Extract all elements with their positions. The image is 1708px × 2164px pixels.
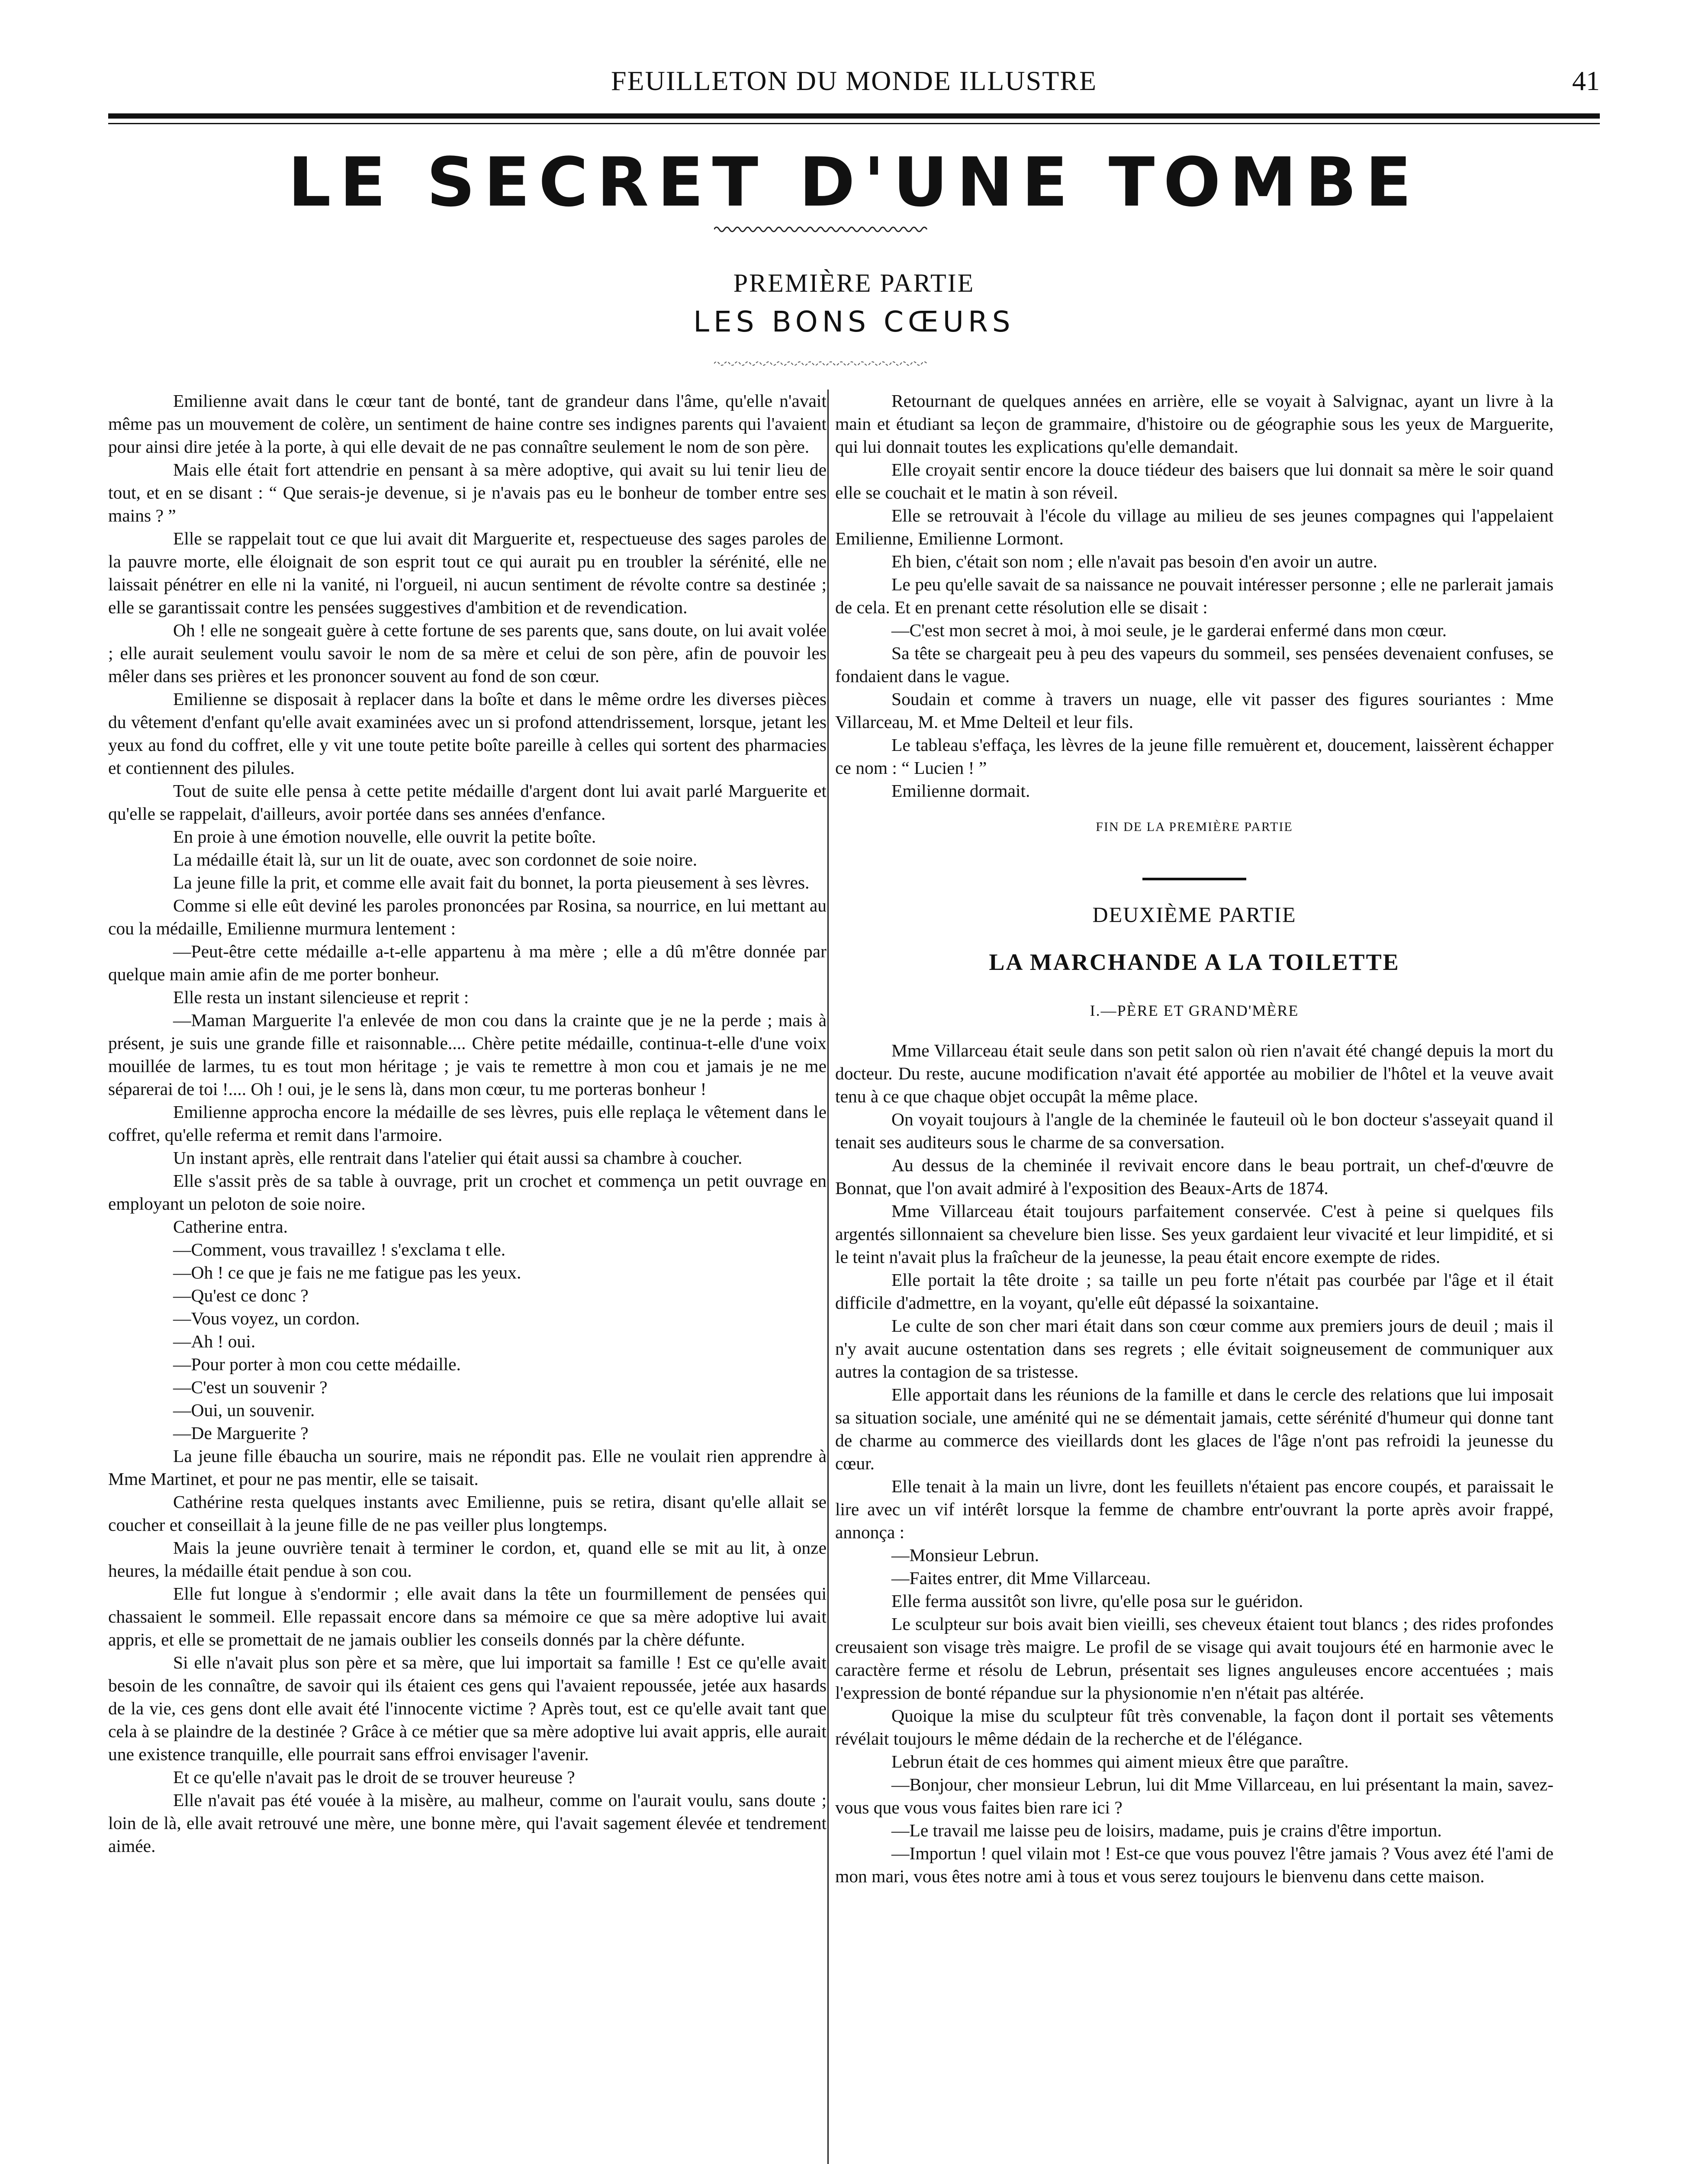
dialogue-line: —Ah ! oui. xyxy=(173,1331,256,1351)
paragraph: Emilienne avait dans le cœur tant de bonté, tant de grandeur dans l'âme, qu'elle n'avait même pas un mouvement de colère, un sentiment de haine contre ses indignes parents qui l'avaient pour ainsi dire jetée à la porte, à qui elle devait de ne pas connaître seulement le nom de son père. xyxy=(108,391,827,457)
paragraph: Oh ! elle ne songeait guère à cette fortune de ses parents que, sans doute, on lui avait volée ; elle aurait seulement voulu savoir le nom de sa mère et celui de son père, afin de pouvoir les mêler dans ses prières et les prononcer souvent au fond de son cœur. xyxy=(108,620,827,686)
paragraph: Elle ferma aussitôt son livre, qu'elle posa sur le guéridon. xyxy=(891,1591,1303,1611)
dialogue-line: —Monsieur Lebrun. xyxy=(891,1545,1039,1565)
dialogue-line: —Qu'est ce donc ? xyxy=(173,1285,309,1305)
paragraph: Cathérine resta quelques instants avec Emilienne, puis se retira, disant qu'elle allait se coucher et conseillait à la jeune fille de ne pas veiller plus longtemps. xyxy=(108,1492,827,1535)
dialogue-line: —Oui, un souvenir. xyxy=(173,1400,315,1420)
column-divider xyxy=(827,390,829,2164)
running-title: FEUILLETON DU MONDE ILLUSTRE xyxy=(611,65,1097,96)
paragraph: Retournant de quelques années en arrière, elle se voyait à Salvignac, ayant un livre à la main et étudiant sa leçon de grammaire, d'histoire ou de géographie sous les yeux de Marguerite, qui lui donnait toutes les explications qu'elle demandait. xyxy=(835,391,1554,457)
paragraph: Tout de suite elle pensa à cette petite médaille d'argent dont lui avait parlé Marguerite et qu'elle se rappelait, d'ailleurs, avoir portée dans ses années d'enfance. xyxy=(108,781,827,824)
paragraph: Quoique la mise du sculpteur fût très convenable, la façon dont il portait ses vêtements révélait toujours le même dédain de la recherche et de l'élégance. xyxy=(835,1706,1554,1749)
dialogue-line: —Pour porter à mon cou cette médaille. xyxy=(173,1354,461,1374)
dialogue-line: —Importun ! quel vilain mot ! Est-ce que vous pouvez l'être jamais ? Vous avez été l'ami de mon mari, vous êtes notre ami à tous et vous serez toujours le bienvenu dans cette maison. xyxy=(835,1843,1554,1886)
paragraph: Soudain et comme à travers un nuage, elle vit passer des figures souriantes : Mme Villarceau, M. et Mme Delteil et leur fils. xyxy=(835,689,1554,732)
paragraph: Mme Villarceau était seule dans son petit salon où rien n'avait été changé depuis la mort du docteur. Du reste, aucune modification n'avait été apportée au mobilier de l'hôtel et la veuve avait tenu à ce que chaque objet occupât la même place. xyxy=(835,1040,1554,1106)
page-number: 41 xyxy=(1572,65,1600,96)
paragraph: Le tableau s'effaça, les lèvres de la jeune fille remuèrent et, doucement, laissèrent échapper ce nom : “ Lucien ! ” xyxy=(835,735,1554,778)
left-column xyxy=(108,390,827,1858)
right-column xyxy=(835,390,1554,1888)
paragraph: Et ce qu'elle n'avait pas le droit de se trouver heureuse ? xyxy=(173,1767,575,1787)
paragraph: Elle portait la tête droite ; sa taille un peu forte n'était pas courbée par l'âge et il était difficile d'admettre, en la voyant, qu'elle eût dépassé la soixantaine. xyxy=(835,1270,1554,1313)
paragraph: Un instant après, elle rentrait dans l'atelier qui était aussi sa chambre à coucher. xyxy=(173,1148,743,1168)
paragraph: —Peut-être cette médaille a-t-elle appartenu à ma mère ; elle a dû m'être donnée par quelque main amie afin de me porter bonheur. xyxy=(108,941,827,984)
paragraph: Eh bien, c'était son nom ; elle n'avait pas besoin d'en avoir un autre. xyxy=(891,551,1378,571)
paragraph: Catherine entra. xyxy=(173,1217,288,1237)
paragraph: Elle resta un instant silencieuse et reprit : xyxy=(173,987,469,1007)
decorative-wavy-rule xyxy=(714,357,930,370)
part-two-heading: DEUXIÈME PARTIE xyxy=(1092,902,1296,927)
paragraph: Elle se rappelait tout ce que lui avait dit Marguerite et, respectueuse des sages paroles de la pauvre morte, elle éloignait de son esprit tout ce qui aurait pu en troubler la sérénité, elle ne laissait pénétrer en elle ni la vanité, ni l'orgueil, ni aucun sentiment de révolte contre sa destinée ; elle se garantissait contre les pensées suggestives d'ambition et de revendication. xyxy=(108,528,827,617)
paragraph: Mais elle était fort attendrie en pensant à sa mère adoptive, qui avait su lui tenir lieu de tout, et en se disant : “ Que serais-je devenue, si je n'avais pas eu le bonheur de tomber entre ses mains ? ” xyxy=(108,460,827,525)
dialogue-line: —Le travail me laisse peu de loisirs, madame, puis je crains d'être importun. xyxy=(891,1820,1442,1840)
feuilleton-title: LE SECRET D'UNE TOMBE xyxy=(288,143,1420,222)
paragraph: —C'est mon secret à moi, à moi seule, je le garderai enfermé dans mon cœur. xyxy=(891,620,1447,640)
dialogue-line: —Faites entrer, dit Mme Villarceau. xyxy=(891,1568,1151,1588)
paragraph: Si elle n'avait plus son père et sa mère, que lui importait sa famille ! Est ce qu'elle avait besoin de les connaître, de savoir qui ils étaient ces gens qui l'avaient repoussée, jetée aux hasards de la vie, ces gens dont elle avait été l'innocente victime ? Après tout, est ce qu'elle avait tant que cela à se plaindre de la destinée ? Grâce à ce métier que sa mère adoptive lui avait appris, elle aurait une existence tranquille, elle pourrait sans effroi envisager l'avenir. xyxy=(108,1652,827,1764)
dialogue-line: —Vous voyez, un cordon. xyxy=(173,1308,360,1328)
paragraph: Sa tête se chargeait peu à peu des vapeurs du sommeil, ses pensées devenaient confuses, se fondaient dans le vague. xyxy=(835,643,1554,686)
paragraph: Mme Villarceau était toujours parfaitement conservée. C'est à peine si quelques fils argentés sillonnaient sa chevelure bien lisse. Ses yeux gardaient leur vivacité et leur limpidité, et si le teint n'avait plus la fraîcheur de la jeunesse, la peau était encore exempte de rides. xyxy=(835,1201,1554,1267)
paragraph: Elle apportait dans les réunions de la famille et dans le cercle des relations que lui imposait sa situation sociale, une aménité qui ne se démentait jamais, cette sérénité d'humeur qui donne tant de charme au commerce des vieillards dont les glaces de l'âge n'ont pas refroidi la jeunesse du cœur. xyxy=(835,1385,1554,1473)
section-title: I.—PÈRE ET GRAND'MÈRE xyxy=(1090,1002,1299,1019)
paragraph: Mais la jeune ouvrière tenait à terminer le cordon, et, quand elle se mit au lit, à onze heures, la médaille était pendue à son cou. xyxy=(108,1538,827,1581)
paragraph: On voyait toujours à l'angle de la cheminée le fauteuil où le bon docteur s'asseyait quand il tenait ses auditeurs sous le charme de sa conversation. xyxy=(835,1109,1554,1152)
part-one-subtitle: LES BONS CŒURS xyxy=(693,305,1015,338)
paragraph: Elle croyait sentir encore la douce tiédeur des baisers que lui donnait sa mère le soir quand elle se couchait et le matin à son réveil. xyxy=(835,460,1554,502)
decorative-wavy-rule xyxy=(714,223,930,236)
paragraph: Elle se retrouvait à l'école du village au milieu de ses jeunes compagnes qui l'appelaient Emilienne, Emilienne Lormont. xyxy=(835,506,1554,548)
chapter-title: LA MARCHANDE A LA TOILETTE xyxy=(989,949,1400,975)
end-of-part-one: FIN DE LA PREMIÈRE PARTIE xyxy=(1096,820,1293,834)
paragraph: En proie à une émotion nouvelle, elle ouvrit la petite boîte. xyxy=(173,827,596,847)
paragraph: La médaille était là, sur un lit de ouate, avec son cordonnet de soie noire. xyxy=(173,850,698,869)
paragraph: La jeune fille la prit, et comme elle avait fait du bonnet, la porta pieusement à ses lèvres. xyxy=(173,873,810,892)
paragraph: Le peu qu'elle savait de sa naissance ne pouvait intéresser personne ; elle ne parlerait jamais de cela. Et en prenant cette résolution elle se disait : xyxy=(835,574,1554,617)
part-one-heading: PREMIÈRE PARTIE xyxy=(733,269,975,297)
dialogue-line: —C'est un souvenir ? xyxy=(173,1377,328,1397)
paragraph: Elle s'assit près de sa table à ouvrage, prit un crochet et commença un petit ouvrage en employant un peloton de soie noire. xyxy=(108,1171,827,1214)
paragraph: Emilienne dormait. xyxy=(891,781,1030,801)
paragraph: Comme si elle eût deviné les paroles prononcées par Rosina, sa nourrice, en lui mettant au cou la médaille, Emilienne murmura lentement : xyxy=(108,895,827,938)
running-header xyxy=(108,65,1600,113)
paragraph: Elle n'avait pas été vouée à la misère, au malheur, comme on l'aurait voulu, sans doute ; loin de là, elle avait retrouvé une mère, une bonne mère, qui l'avait sagement élevée et tendrement aimée. xyxy=(108,1790,827,1856)
paragraph: Au dessus de la cheminée il revivait encore dans le beau portrait, un chef-d'œuvre de Bonnat, que l'on avait admiré à l'exposition des Beaux-Arts de 1874. xyxy=(835,1155,1554,1198)
header-rule-thin xyxy=(108,123,1600,124)
paragraph: Le sculpteur sur bois avait bien vieilli, ses cheveux étaient tout blancs ; des rides profondes creusaient son visage très maigre. Le profil de se visage qui avait toujours été en harmonie avec le caractère ferme et résolu de Lebrun, présentait ses lignes anguleuses encore accentuées ; mais l'expression de bonté répandue sur la physionomie n'en n'était pas altérée. xyxy=(835,1614,1554,1703)
paragraph: Lebrun était de ces hommes qui aiment mieux être que paraître. xyxy=(891,1752,1349,1771)
paragraph: Le culte de son cher mari était dans son cœur comme aux premiers jours de deuil ; mais il n'y avait aucune ostentation dans ses regrets ; elle évitait soigneusement de communiquer aux autres la contagion de sa tristesse. xyxy=(835,1316,1554,1381)
dialogue-line: —Oh ! ce que je fais ne me fatigue pas les yeux. xyxy=(173,1262,521,1282)
paragraph: Emilienne approcha encore la médaille de ses lèvres, puis elle replaça le vêtement dans le coffret, qu'elle referma et remit dans l'armoire. xyxy=(108,1102,827,1145)
dialogue-line: —De Marguerite ? xyxy=(173,1423,309,1443)
paragraph: La jeune fille ébaucha un sourire, mais ne répondit pas. Elle ne voulait rien apprendre à Mme Martinet, et pour ne pas mentir, elle se taisait. xyxy=(108,1446,827,1489)
paragraph: Emilienne se disposait à replacer dans la boîte et dans le même ordre les diverses pièces du vêtement d'enfant qu'elle avait examinées avec un si profond attendrissement, lorsque, jetant les yeux au fond du coffret, elle y vit une toute petite boîte pareille à celles qui sortent des pharmacies et contiennent des pilules. xyxy=(108,689,827,778)
paragraph: —Maman Marguerite l'a enlevée de mon cou dans la crainte que je ne la perde ; mais à présent, je suis une grande fille et raisonnable.... Chère petite médaille, continua-t-elle d'une voix mouillée de larmes, tu es tout mon héritage ; je vais te remettre à mon cou et jamais je ne me séparerai de toi !.... Oh ! oui, je le sens là, dans mon cœur, tu me porteras bonheur ! xyxy=(108,1010,827,1099)
paragraph: Elle tenait à la main un livre, dont les feuillets n'étaient pas encore coupés, et paraissait le lire avec un vif intérêt lorsque la femme de chambre entr'ouvrant la porte après avoir frappé, annonça : xyxy=(835,1476,1554,1542)
paragraph: Elle fut longue à s'endormir ; elle avait dans la tête un fourmillement de pensées qui chassaient le sommeil. Elle repassait encore dans sa mémoire ce que sa mère adoptive lui avait appris, et elle se promettait de ne jamais oublier les conseils donnés par la chère défunte. xyxy=(108,1584,827,1649)
header-rule-thick xyxy=(108,113,1600,119)
dialogue-line: —Comment, vous travaillez ! s'exclama t elle. xyxy=(173,1240,506,1259)
dialogue-line: —Bonjour, cher monsieur Lebrun, lui dit Mme Villarceau, en lui présentant la main, savez-vous que vous vous faites bien rare ici ? xyxy=(835,1774,1554,1817)
section-rule xyxy=(1142,878,1246,880)
